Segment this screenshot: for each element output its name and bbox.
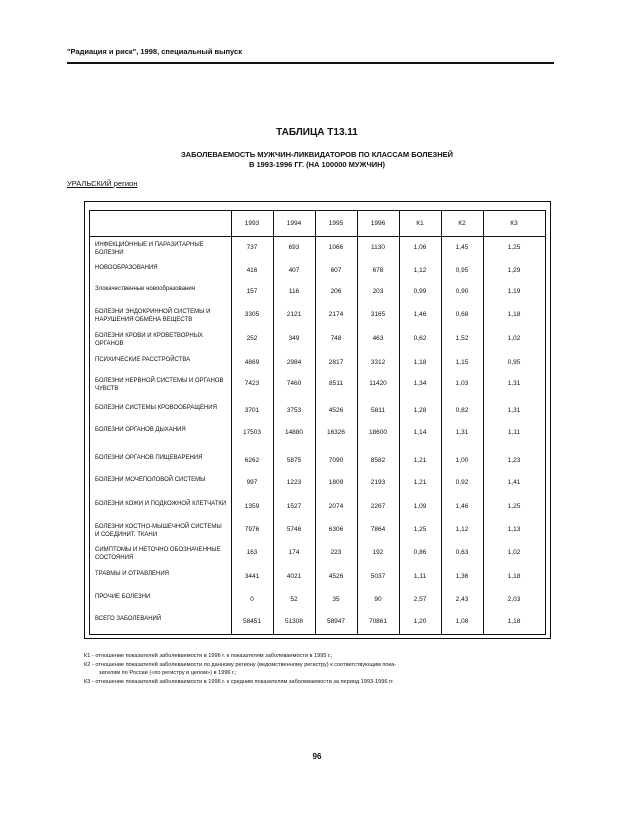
table-cell: 0,95 bbox=[507, 359, 521, 366]
footnote-k1: К1 - отношение показателей заболеваемости в 1996 г. к показателям заболеваемости в 1995 г.; bbox=[84, 653, 333, 659]
table-cell: 1359 bbox=[244, 503, 260, 510]
table-cell: 0,63 bbox=[455, 549, 469, 556]
table-cell: 407 bbox=[288, 267, 300, 274]
row-label: БОЛЕЗНИ ОРГАНОВ ПИЩЕВАРЕНИЯ bbox=[95, 455, 203, 461]
table-cell: 1,09 bbox=[413, 503, 427, 510]
table-cell: 0 bbox=[250, 596, 254, 603]
table-cell: 1,12 bbox=[455, 526, 469, 533]
row-label: НОВООБРАЗОВАНИЯ bbox=[95, 265, 158, 271]
table-cell: 3165 bbox=[370, 311, 386, 318]
table-cell: 0,90 bbox=[455, 288, 469, 295]
table-cell: 1,15 bbox=[455, 359, 469, 366]
table-cell: 4526 bbox=[328, 573, 344, 580]
table-cell: 1527 bbox=[286, 503, 302, 510]
table-cell: 52 bbox=[290, 596, 298, 603]
table-cell: 1,03 bbox=[455, 380, 469, 387]
row-label: БОЛЕЗНИ ЭНДОКРИННОЙ СИСТЕМЫ И НАРУШЕНИЯ ОБМЕНА ВЕЩЕСТВ bbox=[95, 309, 211, 323]
footnote-k2-continued: зателям по России («по регистру в целом») в 1996 г.; bbox=[99, 670, 237, 676]
table-cell: 3441 bbox=[244, 573, 260, 580]
table-cell: 8582 bbox=[370, 457, 386, 464]
subtitle-line-2: В 1993-1996 ГГ. (НА 100000 МУЖЧИН) bbox=[248, 160, 386, 169]
table-cell: 1,29 bbox=[507, 267, 521, 274]
table-cell: 35 bbox=[332, 596, 340, 603]
table-cell: 11420 bbox=[369, 380, 387, 387]
row-label: ПРОЧИЕ БОЛЕЗНИ bbox=[95, 594, 151, 600]
table-cell: 1,25 bbox=[507, 244, 521, 251]
table-cell: 1223 bbox=[286, 479, 302, 486]
column-header: 1995 bbox=[328, 220, 344, 227]
table-cell: 206 bbox=[330, 288, 342, 295]
table-cell: 58451 bbox=[242, 618, 262, 625]
table-cell: 5746 bbox=[286, 526, 302, 533]
table-cell: 737 bbox=[246, 244, 258, 251]
table-cell: 5811 bbox=[371, 407, 385, 414]
column-header: 1993 bbox=[244, 220, 260, 227]
footnote-k2: К2 - отношение показателей заболеваемости по данному региону (ведомственному регистру) к соответствующим пока- bbox=[84, 661, 397, 668]
table-cell: 1,00 bbox=[455, 457, 469, 464]
table-cell: 1,18 bbox=[507, 311, 521, 318]
table-subtitle bbox=[0, 150, 634, 170]
table-cell: 0,82 bbox=[455, 407, 469, 414]
row-label: ВСЕГО ЗАБОЛЕВАНИЙ bbox=[95, 616, 162, 622]
footnotes bbox=[84, 652, 554, 686]
table-cell: 6262 bbox=[244, 457, 260, 464]
table-cell: 6306 bbox=[328, 526, 344, 533]
table-cell: 90 bbox=[374, 596, 382, 603]
table-cell: 3312 bbox=[370, 359, 386, 366]
header-divider bbox=[67, 62, 554, 64]
column-header: 1996 bbox=[370, 220, 386, 227]
table-cell: 2817 bbox=[328, 359, 344, 366]
table-cell: 1,12 bbox=[413, 267, 427, 274]
footnote-k3: К3 - отношение показателей заболеваемости в 1996 г. к средним показателям заболеваемости за период 1993-1996 гг. bbox=[84, 678, 394, 685]
row-label: БОЛЕЗНИ НЕРВНОЙ СИСТЕМЫ И ОРГАНОВ ЧУВСТВ bbox=[95, 378, 224, 392]
table-cell: 58947 bbox=[326, 618, 346, 625]
table-cell: 1,18 bbox=[507, 573, 521, 580]
table-cell: 997 bbox=[246, 479, 258, 486]
table-cell: 5875 bbox=[286, 457, 302, 464]
region-label: УРАЛЬСКИЙ регион bbox=[67, 179, 138, 188]
table-cell: 0,95 bbox=[455, 267, 469, 274]
table-cell: 1,36 bbox=[455, 573, 469, 580]
table-cell: 1,06 bbox=[413, 244, 427, 251]
table-cell: 1809 bbox=[328, 479, 344, 486]
table-cell: 1,31 bbox=[507, 380, 521, 387]
table-cell: 463 bbox=[372, 335, 384, 342]
table-cell: 1,19 bbox=[507, 288, 521, 295]
table-cell: 7976 bbox=[244, 526, 260, 533]
table-cell: 0,99 bbox=[413, 288, 427, 295]
table-cell: 2174 bbox=[328, 311, 344, 318]
table-cell: 252 bbox=[246, 335, 258, 342]
table-cell: 1,34 bbox=[413, 380, 427, 387]
table-cell: 1,41 bbox=[507, 479, 521, 486]
table-cell: 1,08 bbox=[455, 618, 469, 625]
table-cell: 1,14 bbox=[413, 429, 427, 436]
row-label: БОЛЕЗНИ СИСТЕМЫ КРОВООБРАЩЕНИЯ bbox=[95, 405, 217, 411]
header-row-divider bbox=[90, 236, 545, 237]
table-cell: 7090 bbox=[328, 457, 344, 464]
table-cell: 51308 bbox=[284, 618, 304, 625]
table-cell: 1,02 bbox=[507, 335, 521, 342]
table-cell: 748 bbox=[330, 335, 342, 342]
table-cell: 1,23 bbox=[507, 457, 521, 464]
data-table bbox=[89, 210, 546, 635]
table-cell: 7460 bbox=[286, 380, 302, 387]
table-cell: 4869 bbox=[244, 359, 260, 366]
table-cell: 1,18 bbox=[507, 618, 521, 625]
table-cell: 2,03 bbox=[507, 596, 521, 603]
table-cell: 7864 bbox=[370, 526, 386, 533]
column-header: К2 bbox=[458, 220, 466, 227]
table-cell: 2121 bbox=[286, 311, 302, 318]
column-header: К1 bbox=[416, 220, 424, 227]
table-cell: 3753 bbox=[286, 407, 302, 414]
table-cell: 1,31 bbox=[507, 407, 521, 414]
table-cell: 0,62 bbox=[413, 335, 427, 342]
row-label: БОЛЕЗНИ КОСТНО-МЫШЕЧНОЙ СИСТЕМЫ И СОЕДИНИТ. ТКАНИ bbox=[95, 524, 222, 538]
row-label: ИНФЕКЦИОННЫЕ И ПАРАЗИТАРНЫЕ БОЛЕЗНИ bbox=[95, 242, 204, 256]
table-cell: 174 bbox=[288, 549, 300, 556]
table-cell: 1,25 bbox=[413, 526, 427, 533]
table-cell: 5037 bbox=[370, 573, 386, 580]
column-header: 1994 bbox=[286, 220, 302, 227]
table-cell: 0,86 bbox=[413, 549, 427, 556]
table-cell: 349 bbox=[288, 335, 300, 342]
table-cell: 1,02 bbox=[507, 549, 521, 556]
table-cell: 2193 bbox=[370, 479, 386, 486]
table-cell: 1,31 bbox=[455, 429, 469, 436]
table-cell: 1,13 bbox=[507, 526, 521, 533]
table-cell: 203 bbox=[372, 288, 384, 295]
table-cell: 4021 bbox=[286, 573, 302, 580]
table-cell: 163 bbox=[246, 549, 258, 556]
table-cell: 0,92 bbox=[455, 479, 469, 486]
table-cell: 1,46 bbox=[455, 503, 469, 510]
table-cell: 8511 bbox=[329, 380, 343, 387]
table-title: ТАБЛИЦА Т13.11 bbox=[276, 127, 358, 138]
table-cell: 607 bbox=[330, 267, 342, 274]
table-cell: 3305 bbox=[244, 311, 260, 318]
table-cell: 416 bbox=[246, 267, 258, 274]
row-label: БОЛЕЗНИ ОРГАНОВ ДЫХАНИЯ bbox=[95, 427, 186, 433]
table-cell: 1,25 bbox=[507, 503, 521, 510]
table-cell: 16326 bbox=[326, 429, 346, 436]
table-cell: 0,68 bbox=[455, 311, 469, 318]
table-cell: 2,43 bbox=[455, 596, 469, 603]
table-cell: 2267 bbox=[370, 503, 386, 510]
table-cell: 192 bbox=[372, 549, 384, 556]
row-label: СИМПТОМЫ И НЕТОЧНО ОБОЗНАЧЕННЫЕ СОСТОЯНИЯ bbox=[95, 547, 221, 561]
table-cell: 1,21 bbox=[413, 479, 427, 486]
row-label: ПСИХИЧЕСКИЕ РАССТРОЙСТВА bbox=[95, 357, 191, 363]
table-cell: 1,18 bbox=[413, 359, 427, 366]
table-cell: 1130 bbox=[371, 244, 385, 251]
table-cell: 223 bbox=[330, 549, 342, 556]
table-cell: 1,46 bbox=[413, 311, 427, 318]
table-cell: 17503 bbox=[242, 429, 262, 436]
table-cell: 2984 bbox=[286, 359, 302, 366]
row-label: Злокачественные новообразования bbox=[95, 286, 195, 292]
table-cell: 1,21 bbox=[413, 457, 427, 464]
table-cell: 678 bbox=[372, 267, 384, 274]
column-header: К3 bbox=[510, 220, 518, 227]
table-cell: 157 bbox=[246, 288, 258, 295]
row-label: ТРАВМЫ И ОТРАВЛЕНИЯ bbox=[95, 571, 170, 577]
row-label: БОЛЕЗНИ КРОВИ И КРОВЕТВОРНЫХ ОРГАНОВ bbox=[95, 333, 204, 347]
table-cell: 116 bbox=[288, 288, 300, 295]
table-cell: 3701 bbox=[244, 407, 260, 414]
page-number: 96 bbox=[312, 752, 322, 761]
table-cell: 14880 bbox=[284, 429, 304, 436]
table-cell: 1,45 bbox=[455, 244, 469, 251]
table-cell: 18600 bbox=[368, 429, 388, 436]
table-cell: 1066 bbox=[328, 244, 344, 251]
table-cell: 2074 bbox=[328, 503, 344, 510]
table-cell: 70861 bbox=[368, 618, 388, 625]
table-cell: 1,28 bbox=[413, 407, 427, 414]
running-header: "Радиация и риск", 1998, специальный выпуск bbox=[67, 47, 242, 56]
subtitle-line-1: ЗАБОЛЕВАЕМОСТЬ МУЖЧИН-ЛИКВИДАТОРОВ ПО КЛАССАМ БОЛЕЗНЕЙ bbox=[180, 150, 454, 159]
table-cell: 4526 bbox=[328, 407, 344, 414]
table-cell: 1,20 bbox=[413, 618, 427, 625]
row-label: БОЛЕЗНИ КОЖИ И ПОДКОЖНОЙ КЛЕТЧАТКИ bbox=[95, 501, 227, 507]
table-cell: 1,52 bbox=[455, 335, 469, 342]
table-cell: 693 bbox=[288, 244, 300, 251]
row-label: БОЛЕЗНИ МОЧЕПОЛОВОЙ СИСТЕМЫ bbox=[95, 477, 206, 483]
table-cell: 1,11 bbox=[507, 429, 521, 436]
table-cell: 7423 bbox=[244, 380, 260, 387]
table-cell: 1,11 bbox=[413, 573, 427, 580]
table-cell: 2,57 bbox=[413, 596, 427, 603]
